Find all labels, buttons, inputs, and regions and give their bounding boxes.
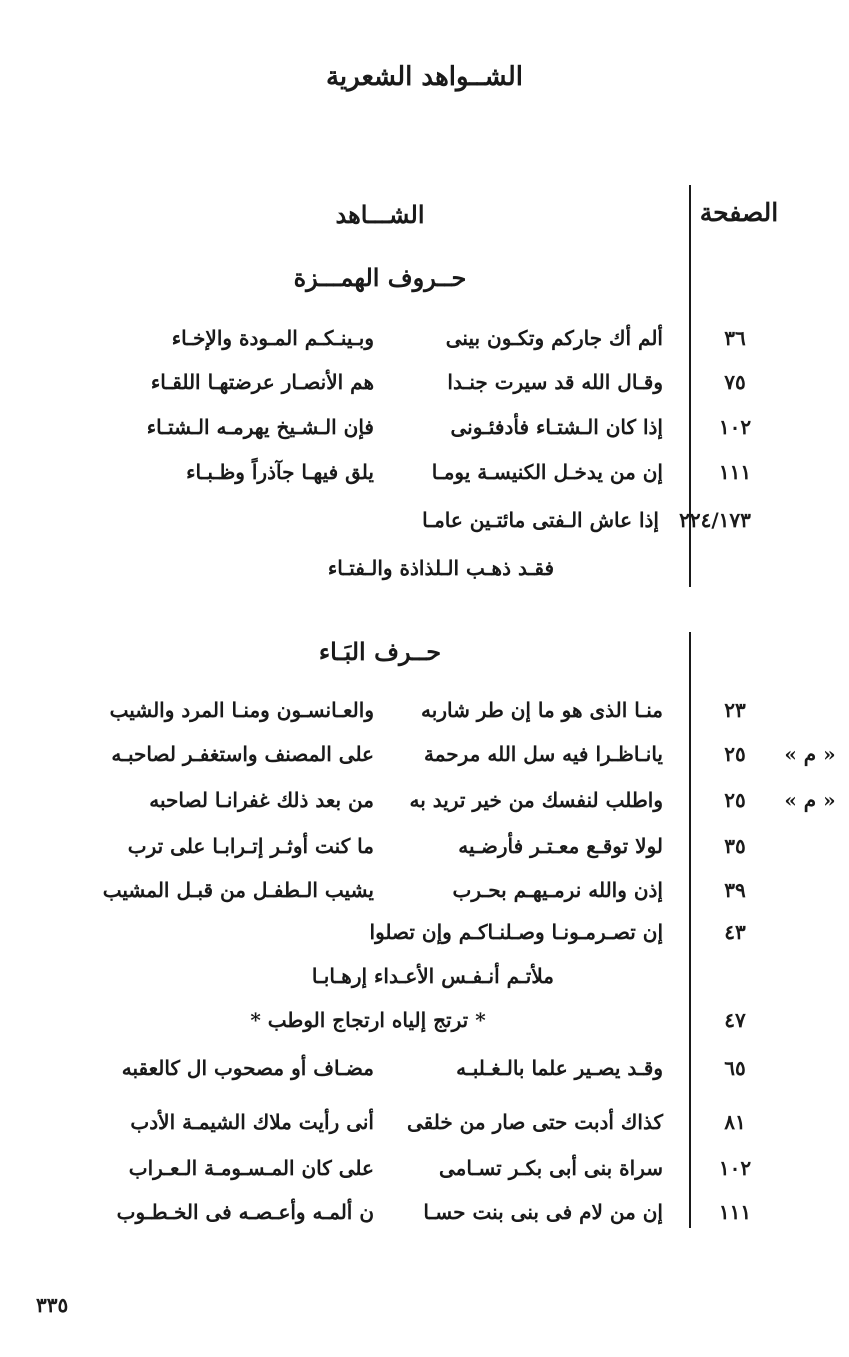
verse-row xyxy=(0,1104,849,1144)
page-ref: ٣٥ xyxy=(724,834,746,858)
verse-row xyxy=(0,1194,849,1234)
verse-row xyxy=(0,828,849,868)
first-hemistich: إذا كان الـشتـاء فأدفئـونى xyxy=(450,415,663,439)
verse-row xyxy=(0,1050,849,1090)
verse-row xyxy=(0,454,849,494)
second-hemistich: على المصنف واستغفـر لصاحبـه xyxy=(111,742,374,766)
first-hemistich: وقـال الله قد سيرت جنـدا xyxy=(447,370,663,394)
verse-row xyxy=(0,409,849,449)
page-column-header: الصفحة xyxy=(699,198,779,227)
page-ref: ١١١ xyxy=(718,1200,752,1224)
verse-row xyxy=(0,550,849,590)
second-hemistich: ما كنت أوثـر إتـرابـا على ترب xyxy=(127,834,374,858)
page-ref: ٢٢٤/١٧٣ xyxy=(679,508,751,532)
first-hemistich: وقـد يصـير علما بالـغـلبـه xyxy=(456,1056,663,1080)
verse-continuation: فقـد ذهـب الـلذاذة والـفتـاء xyxy=(327,556,554,580)
reference-mark: « م » xyxy=(784,788,836,812)
verse-row xyxy=(0,364,849,404)
first-hemistich: إن من لام فى بنى بنت حسـا xyxy=(423,1200,663,1224)
second-hemistich: مضـاف أو مصحوب ال كالعقبه xyxy=(121,1056,374,1080)
first-hemistich: يانـاظـرا فيه سل الله مرحمة xyxy=(423,742,663,766)
first-hemistich: سراة بنى أبى بكـر تسـامى xyxy=(439,1156,663,1180)
page-ref: ٤٧ xyxy=(724,1008,746,1032)
second-hemistich: وبـينـكـم المـودة والإخـاء xyxy=(171,326,374,350)
verse-line: إذا عاش الـفتى مائتـين عامـا xyxy=(422,508,659,532)
second-hemistich: يلق فيهـا جآذراً وظـبـاء xyxy=(186,460,374,484)
first-hemistich: إذن والله نرمـيهـم بحـرب xyxy=(452,878,663,902)
page-ref: ٢٥ xyxy=(724,788,746,812)
section-heading-ba: حــرف البَـاء xyxy=(318,637,442,666)
page-title: الشــواهد الشعرية xyxy=(325,62,524,92)
second-hemistich: والعـانسـون ومنـا المرد والشيب xyxy=(109,698,374,722)
verse-continuation: ملأتـم أنـفـس الأعـداء إرهـابـا xyxy=(311,964,554,988)
first-hemistich: واطلب لنفسك من خير تريد به xyxy=(409,788,663,812)
first-hemistich: لولا توقـع معـتـر فأرضـيه xyxy=(458,834,663,858)
page-ref: ٨١ xyxy=(724,1110,746,1134)
first-hemistich: منـا الذى هو ما إن طر شاربه xyxy=(421,698,663,722)
second-hemistich: هم الأنصـار عرضتهـا اللقـاء xyxy=(150,370,374,394)
verse-line: * ترتج إلياه ارتجاج الوطب * xyxy=(250,1008,486,1032)
verse-column-header: الشـــاهد xyxy=(335,200,425,229)
verse-row xyxy=(0,872,849,912)
verse-row xyxy=(0,502,849,542)
second-hemistich: فإن الـشـيخ يهرمـه الـشتـاء xyxy=(146,415,374,439)
first-hemistich: كذاك أدبت حتى صار من خلقى xyxy=(406,1110,663,1134)
verse-line: إن تصـرمـونـا وصـلنـاكـم وإن تصلوا xyxy=(369,920,663,944)
verse-row xyxy=(0,782,849,822)
second-hemistich: ن ألمـه وأعـصـه فى الخـطـوب xyxy=(116,1200,374,1224)
verse-row xyxy=(0,736,849,776)
page-ref: ٢٣ xyxy=(724,698,746,722)
second-hemistich: على كان المـسـومـة الـعـراب xyxy=(128,1156,374,1180)
verse-row xyxy=(0,1002,849,1042)
verse-row xyxy=(0,692,849,732)
page-ref: ٦٥ xyxy=(724,1056,746,1080)
reference-mark: « م » xyxy=(784,742,836,766)
verse-row xyxy=(0,320,849,360)
second-hemistich: أنى رأيت ملاك الشيمـة الأدب xyxy=(130,1110,374,1134)
second-hemistich: يشيب الـطفـل من قبـل المشيب xyxy=(102,878,374,902)
page-ref: ٣٩ xyxy=(724,878,746,902)
page-ref: ١٠٢ xyxy=(718,1156,752,1180)
first-hemistich: ألم أك جاركم وتكـون بينى xyxy=(445,326,663,350)
second-hemistich: من بعد ذلك غفرانـا لصاحبه xyxy=(149,788,374,812)
page-ref: ١٠٢ xyxy=(718,415,752,439)
page-ref: ٣٦ xyxy=(724,326,746,350)
verse-row xyxy=(0,1150,849,1190)
page-number: ٣٣٥ xyxy=(36,1293,69,1317)
page-ref: ٢٥ xyxy=(724,742,746,766)
page-ref: ١١١ xyxy=(718,460,752,484)
first-hemistich: إن من يدخـل الكنيسـة يومـا xyxy=(431,460,663,484)
page-ref: ٧٥ xyxy=(724,370,746,394)
verse-row xyxy=(0,958,849,998)
section-heading-hamza: حــروف الهمـــزة xyxy=(293,263,467,292)
page-ref: ٤٣ xyxy=(724,920,746,944)
verse-row xyxy=(0,914,849,954)
